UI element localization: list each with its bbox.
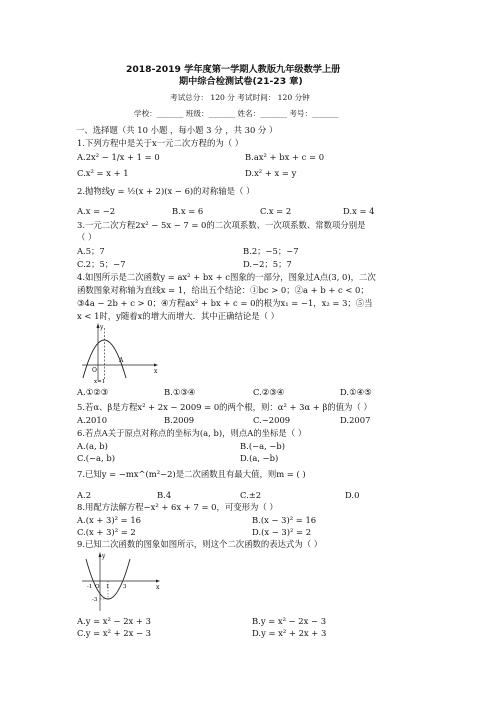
q2-option-d: D.x = 4 xyxy=(343,206,375,216)
q6-option-c: C.(−a, b) xyxy=(77,453,116,463)
q4-label-origin: O xyxy=(92,367,97,374)
q1-stem: 1.下列方程中是关于x一元二次方程的为（ ） xyxy=(77,138,244,148)
q3-option-d: D.−2；5；7 xyxy=(243,259,292,269)
q9-label-three: 3 xyxy=(123,584,127,590)
q4-stem-line4: x < 1时，y随着x的增大而增大．其中正确结论是（ ） xyxy=(77,311,280,321)
q3-option-b: B.2；−5；−7 xyxy=(243,246,299,256)
q5-option-b: B.2009 xyxy=(164,415,195,425)
q9-label-minus3: -3 xyxy=(92,597,98,603)
q4-option-a: A.①②③ xyxy=(77,387,109,397)
q7-option-a: A.2 xyxy=(77,490,92,500)
q3-stem-line2: （ ） xyxy=(77,232,97,242)
student-fields: 学校：_______ 班级：_______ 姓名：_______ 考号：_______ xyxy=(134,109,339,118)
q4-stem-line2: 函数图象对称轴为直线x = 1，给出五个结论：①bc > 0；②a + b + c < 0； xyxy=(77,285,369,295)
q9-label-origin: O xyxy=(95,584,100,590)
q4-option-c: C.②③④ xyxy=(253,387,285,397)
q1-option-a: A.2x² − 1/x + 1 = 0 xyxy=(77,152,160,162)
q9-label-x: x xyxy=(156,584,160,591)
q7-option-d: D.0 xyxy=(345,490,360,500)
q2-option-b: B.x = 6 xyxy=(172,206,204,216)
q4-parabola-figure xyxy=(80,322,160,384)
q9-option-a: A.y = x² − 2x + 3 xyxy=(77,616,151,626)
q5-option-d: D.2007 xyxy=(340,415,371,425)
q2-option-a: A.x = −2 xyxy=(77,206,116,216)
q5-stem: 5.若α、β是方程x² + 2x − 2009 = 0的两个根，则：α² + 3α + β的值为（ ） xyxy=(77,402,372,412)
q7-option-b: B.4 xyxy=(157,490,172,500)
q9-label-minus1: -1 xyxy=(87,584,93,590)
q4-label-a: A xyxy=(119,357,124,364)
q4-option-b: B.①③④ xyxy=(164,387,196,397)
q4-stem-line3: ③4a − 2b + c > 0；④方程ax² + bx + c = 0的根为x₁ = −1，x₂ = 3；⑤当 xyxy=(77,298,373,308)
q8-option-b: B.(x − 3)² = 16 xyxy=(252,515,317,525)
q5-option-c: C.−2009 xyxy=(253,415,291,425)
q6-option-b: B.(−a, −b) xyxy=(240,441,286,451)
q3-stem-line1: 3.一元二次方程2x² − 5x − 7 = 0的二次项系数、一次项系数、常数项分别是 xyxy=(77,220,366,230)
q8-stem: 8.用配方法解方程−x² + 6x + 7 = 0，可变形为（ ） xyxy=(77,502,278,512)
exam-subtitle: 期中综合检测试卷(21-23 章) xyxy=(179,76,303,87)
q9-option-b: B.y = x² − 2x − 3 xyxy=(252,616,327,626)
q2-stem: 2.抛物线y = ½(x + 2)(x − 6)的对称轴是（ ） xyxy=(77,186,255,196)
q2-option-c: C.x = 2 xyxy=(260,206,292,216)
q9-stem: 9.已知二次函数的图象如图所示，则这个二次函数的表达式为（ ） xyxy=(77,539,323,549)
q1-option-d: D.x² + x = y xyxy=(245,168,297,178)
q7-option-c: C.±2 xyxy=(240,490,262,500)
section-heading: 一、选择题（共 10 小题 ，每小题 3 分 ，共 30 分 ） xyxy=(76,125,278,135)
exam-title: 2018-2019 学年度第一学期人教版九年级数学上册 xyxy=(126,64,341,75)
q9-x-arrow-icon xyxy=(156,580,160,583)
q8-option-c: C.(x + 3)² = 2 xyxy=(77,527,136,537)
q4-label-axis: x=1 xyxy=(94,379,106,384)
q9-label-one: 1 xyxy=(106,584,110,590)
q9-parabola-figure xyxy=(80,551,162,613)
q9-label-y: y xyxy=(102,553,106,560)
q8-option-a: A.(x + 3)² = 16 xyxy=(77,515,141,525)
q4-stem-line1: 4.如图所示是二次函数y = ax² + bx + c图象的一部分，图象过A点(3, 0)，二次 xyxy=(77,272,376,282)
q6-stem: 6.若点A关于原点对称点的坐标为(a, b)，则点A的坐标是（ ） xyxy=(77,428,307,438)
q3-option-c: C.2；5；−7 xyxy=(77,259,126,269)
q1-option-b: B.ax² + bx + c = 0 xyxy=(245,152,325,162)
q1-option-c: C.x² = x + 1 xyxy=(77,168,129,178)
score-time: 考试总分： 120 分 考试时间： 120 分钟 xyxy=(170,93,310,102)
q7-stem: 7.已知y = −mx^(m²−2)是二次函数且有最大值，则m = ( ) xyxy=(77,469,306,479)
q5-option-a: A.2010 xyxy=(77,415,108,425)
q6-option-a: A.(a, b) xyxy=(77,441,108,451)
q4-x-arrow-icon xyxy=(154,364,158,367)
q3-option-a: A.5；7 xyxy=(77,246,105,256)
q8-option-d: D.(x − 3)² = 2 xyxy=(252,527,312,537)
q9-option-d: D.y = x² + 2x + 3 xyxy=(252,628,327,638)
q4-option-d: D.①④⑤ xyxy=(340,387,372,397)
q4-label-y: y xyxy=(100,324,104,331)
q9-option-c: C.y = x² + 2x − 3 xyxy=(77,628,151,638)
q4-label-x: x xyxy=(154,368,158,375)
q6-option-d: D.(a, −b) xyxy=(240,453,279,463)
